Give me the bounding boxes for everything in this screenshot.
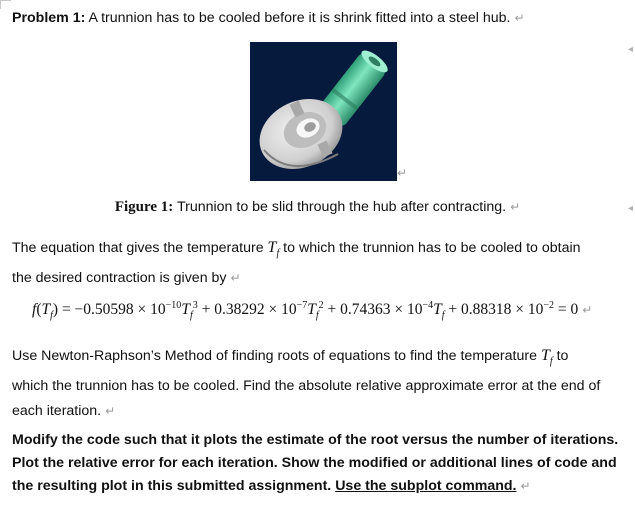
figure-label: Figure 1: — [114, 199, 174, 215]
task-line-1: Modify the code such that it plots the estimate of the root versus the number of iterations. — [12, 432, 619, 448]
equation-function: f — [32, 301, 37, 319]
problem-text: A trunnion has to be cooled before it is shrink fitted into a steel hub. — [85, 10, 511, 26]
equation-term-2: + 0.38292 × 10 — [201, 301, 297, 319]
paragraph-mark: ↵ — [520, 479, 531, 493]
intro-paragraph — [12, 235, 581, 291]
problem-label: Problem 1: — [12, 10, 86, 26]
equation: $f(T_f) = -0.50598 \times 10^{-10}T_f^3 + 0.38292 \times 10^{-7}T_f^2 + 0.74363 \times 10^{-4}T_f + 0.88318 \times 10^{-2} = 0$ ↵ — [32, 300, 593, 322]
intro-line-2: the desired contraction is given by ↵ — [12, 270, 241, 287]
page-corner-mark — [0, 0, 11, 9]
task-line-3: the resulting plot in this submitted assignment. Use the subplot command. ↵ — [12, 478, 531, 494]
trunnion-illustration — [250, 42, 397, 181]
margin-marker: ◂ — [627, 44, 633, 55]
paragraph-mark: ↵ — [105, 404, 116, 419]
method-line-1: Use Newton-Raphson’s Method of finding roots of equations to find the temperature $T_f$ to — [12, 347, 569, 368]
paragraph-mark: ↵ — [510, 200, 521, 214]
paragraph-mark: ↵ — [582, 303, 593, 318]
equation-term-4: + 0.88318 × 10 — [448, 301, 544, 319]
equation-term-3: + 0.74363 × 10 — [327, 301, 423, 319]
problem-statement — [12, 6, 525, 31]
equation-rhs: = 0 — [557, 301, 579, 319]
method-line-3: each iteration. ↵ — [12, 403, 116, 420]
equation-term-1: = −0.50598 × 10 — [61, 301, 166, 319]
temperature-symbol: $T_f$ — [267, 239, 280, 260]
method-paragraph — [12, 343, 600, 424]
intro-text: to which the trunnion has to be cooled to obtain — [279, 240, 581, 256]
paragraph-mark: ↵ — [514, 11, 525, 25]
figure-paragraph-mark: ↵ — [397, 166, 408, 180]
paragraph-mark: ↵ — [230, 271, 241, 286]
task-paragraph — [12, 429, 618, 498]
trunnion-figure — [250, 42, 397, 181]
figure-caption-text: Trunnion to be slid through the hub after contracting. — [173, 199, 507, 215]
task-line-2: Plot the relative error for each iteration. Show the modified or additional lines of code and — [12, 455, 617, 471]
intro-line-1 — [12, 235, 581, 266]
subplot-instruction: Use the subplot command. — [335, 478, 517, 494]
intro-text: The equation that gives the temperature — [12, 240, 268, 256]
temperature-symbol: $T_f$ — [540, 347, 553, 368]
figure-caption — [0, 199, 635, 216]
method-line-2: which the trunnion has to be cooled. Find the absolute relative approximate error at the end of — [12, 378, 601, 395]
margin-marker: ◂ — [627, 203, 633, 214]
